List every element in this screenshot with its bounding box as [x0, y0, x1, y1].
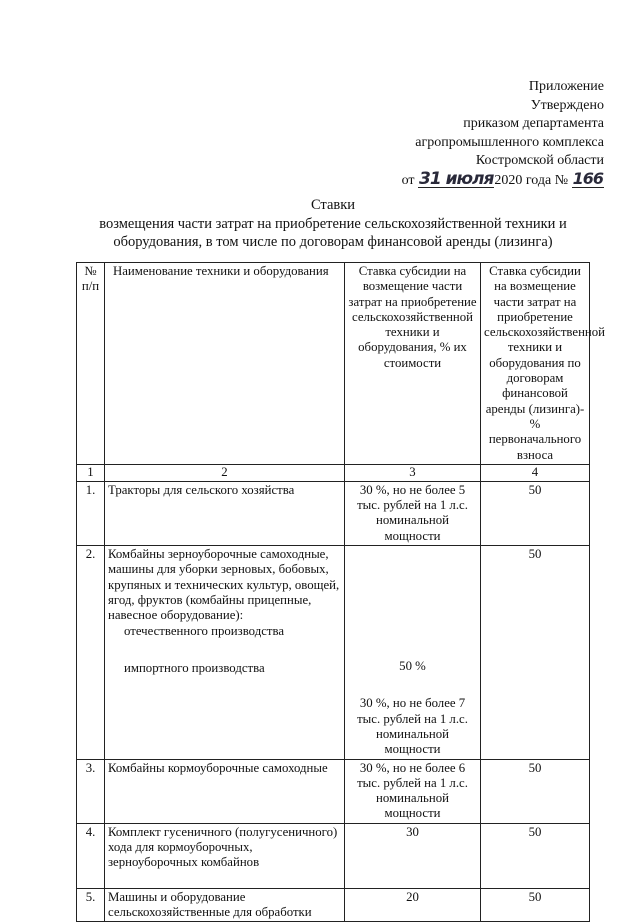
row-rate: 30 [345, 823, 481, 888]
date-prefix: от [401, 172, 415, 188]
row-lease: 50 [481, 823, 590, 888]
approval-date-line [401, 168, 604, 191]
row-name: Комбайны зерноуборочные самоходные, машины для уборки зерновых, бобовых, крупяных и технических культур, овощей, ягод, фруктов (комбайны прицепные, навесное оборудование): [108, 547, 340, 623]
header-name: Наименование техники и оборудования [105, 263, 345, 465]
row-rate: 30 %, но не более 6 тыс. рублей на 1 л.с. номинальной мощности [345, 759, 481, 823]
column-number-1: 1 [77, 464, 105, 481]
row-rate-domestic: 50 % [399, 659, 426, 674]
row-rate: 20 [345, 888, 481, 922]
row-num: 1. [77, 481, 105, 545]
row-name-cell [105, 546, 345, 759]
row-num: 3. [77, 759, 105, 823]
approval-block [402, 78, 604, 191]
approval-line-region: Костромской области [475, 153, 604, 169]
row-name: Комплект гусеничного (полугусеничного) хода для кормоуборочных, зерноуборочных комбайнов [105, 823, 345, 888]
row-num: 4. [77, 823, 105, 888]
column-numbers-row [77, 464, 590, 481]
row-num: 2. [77, 546, 105, 759]
rates-table [76, 262, 606, 922]
date-suffix: 2020 года № [494, 172, 569, 188]
handwritten-order-number: 166 [572, 168, 603, 188]
column-number-2: 2 [105, 464, 345, 481]
table-row [77, 546, 590, 759]
title-subheading: возмещения части затрат на приобретение сельскохозяйственной техники и оборудования, в том числе по договорам финансовой аренды (лизинга) [99, 215, 567, 250]
row-name: Машины и оборудование сельскохозяйственные для обработки [105, 888, 345, 922]
row-lease: 50 [481, 759, 590, 823]
row-rate-imported: 30 %, но не более 7 тыс. рублей на 1 л.с. номинальной мощности [357, 696, 468, 757]
row-name: Комбайны кормоуборочные самоходные [105, 759, 345, 823]
header-lease: Ставка субсидии на возмещение части затрат на приобретение сельскохозяйственной техники и оборудования по договорам финансовой аренды (лизинга)- % первоначального взноса [481, 263, 590, 465]
table-row [77, 759, 590, 823]
header-num: № п/п [77, 263, 105, 465]
column-number-4: 4 [481, 464, 590, 481]
header-rate: Ставка субсидии на возмещение части затрат на приобретение сельскохозяйственной техники и оборудования, % их стоимости [345, 263, 481, 465]
table-row [77, 481, 590, 545]
row-num: 5. [77, 888, 105, 922]
table-row [77, 823, 590, 888]
table-header-row [77, 263, 590, 465]
row-name: Тракторы для сельского хозяйства [105, 481, 345, 545]
row-sub-domestic: отечественного производства [124, 623, 285, 638]
row-rate-cell [345, 546, 481, 759]
row-sub-imported: импортного производства [124, 660, 265, 675]
document-title [80, 196, 586, 252]
row-lease: 50 [481, 481, 590, 545]
approval-line-approved: Утверждено [530, 97, 604, 113]
table-row [77, 888, 590, 922]
approval-line-department: агропромышленного комплекса [415, 134, 604, 150]
row-rate: 30 %, но не более 5 тыс. рублей на 1 л.с. номинальной мощности [345, 481, 481, 545]
approval-line-order: приказом департамента [463, 116, 604, 132]
approval-line-appendix: Приложение [528, 79, 604, 94]
row-lease: 50 [481, 546, 590, 759]
handwritten-date: 31 июля [419, 168, 494, 189]
title-heading: Ставки [310, 197, 356, 213]
column-number-3: 3 [345, 464, 481, 481]
row-lease: 50 [481, 888, 590, 922]
